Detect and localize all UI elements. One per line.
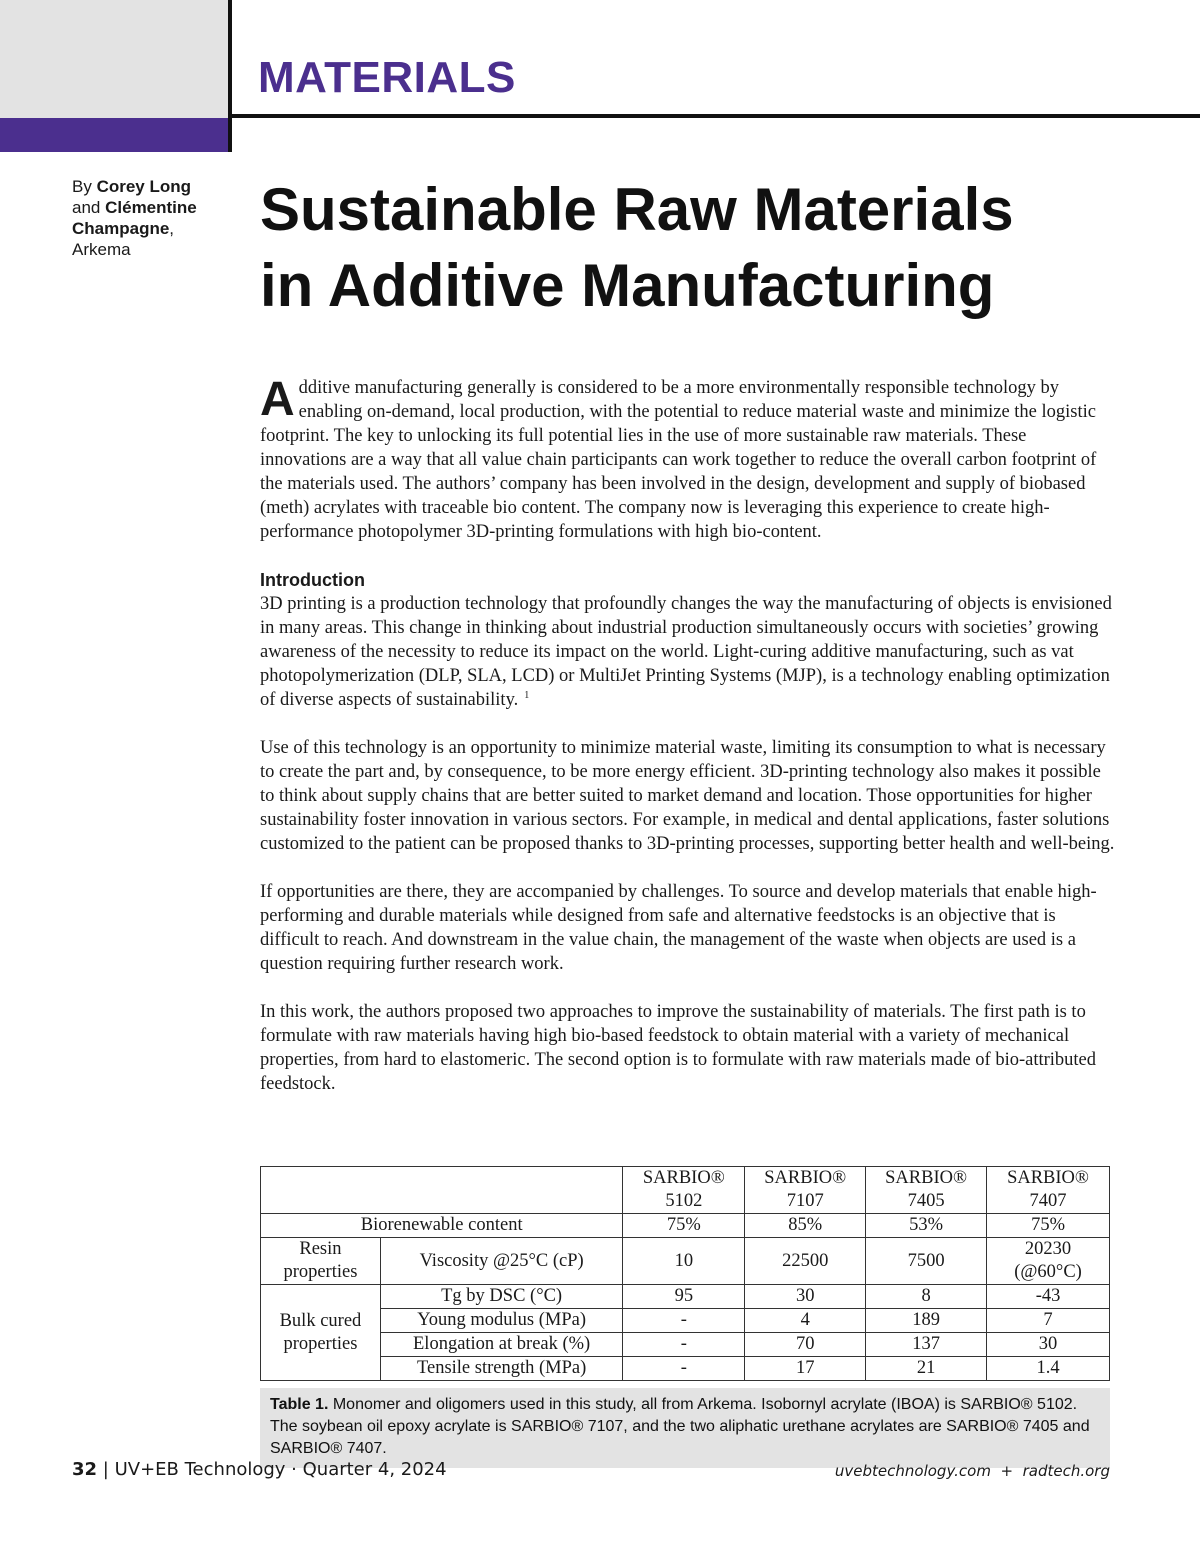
table-cell: 1.4 [987, 1357, 1110, 1381]
page-number: 32 [72, 1459, 98, 1480]
table-cell: 70 [745, 1333, 866, 1357]
group-label-line: Resin [299, 1239, 342, 1259]
row-label: Elongation at break (%) [380, 1333, 623, 1357]
table-cell: 30 [745, 1285, 866, 1309]
group-label-line: properties [283, 1333, 358, 1354]
group-label-line: Bulk cured [279, 1310, 362, 1331]
row-label: Young modulus (MPa) [380, 1309, 623, 1333]
table-header-cell [623, 1167, 745, 1214]
article-title [260, 172, 1160, 324]
header-code: 7405 [907, 1191, 945, 1211]
table-row-tensile [261, 1357, 1110, 1381]
table-cell: - [623, 1357, 745, 1381]
row-label: Viscosity @25°C (cP) [380, 1238, 623, 1285]
affiliation: Arkema [72, 240, 131, 259]
header-code: 5102 [665, 1191, 703, 1211]
table-cell: 22500 [745, 1238, 866, 1285]
footer-publication [72, 1458, 447, 1482]
paragraph-1-text: 3D printing is a production technology that profoundly changes the way the manufacturing of objects is envisioned in many areas. This change in thinking about industrial production simultaneously occurs with societies’ growing awareness of the necessity to reduce its impact on the world. Light-curing additive manufacturing, such as vat photopolymerization (DLP, SLA, LCD) or MultiJet Printing Systems (MJP), is a technology enabling optimization of diverse aspects of sustainability. [260, 594, 1112, 710]
table-cell: 8 [866, 1285, 987, 1309]
footer-separator: | [102, 1459, 109, 1480]
author-2-first: Clémentine [105, 198, 197, 217]
table-cell: 7500 [866, 1238, 987, 1285]
table-cell [987, 1238, 1110, 1285]
paragraph-3: If opportunities are there, they are accompanied by challenges. To source and develop materials that enable high-performing and durable materials while designed from safe and alternative feedstocks is an objective that is difficult to reach. And downstream in the value chain, the management of the waste when objects are used is a question requiring further research work. [260, 882, 1097, 974]
table-cell: 17 [745, 1357, 866, 1381]
table-cell: - [623, 1333, 745, 1357]
group-label-resin [261, 1238, 381, 1285]
table-cell: - [623, 1309, 745, 1333]
intro-paragraph [260, 373, 1116, 544]
table-cell: 75% [987, 1214, 1110, 1238]
author-2-last: Champagne [72, 219, 170, 238]
table-row-elongation [261, 1333, 1110, 1357]
title-line-1: Sustainable Raw Materials [260, 176, 1014, 243]
table-cell: 4 [745, 1309, 866, 1333]
cell-line: 20230 [1024, 1239, 1072, 1259]
header-name: SARBIO® [885, 1168, 968, 1188]
table-cell: 85% [745, 1214, 866, 1238]
drop-cap: A [260, 373, 295, 426]
table-header-cell [987, 1167, 1110, 1214]
header-accent-bar [0, 118, 228, 152]
table-cell: 95 [623, 1285, 745, 1309]
materials-table [260, 1166, 1110, 1381]
paragraph-1 [260, 592, 1116, 712]
table-cell: -43 [987, 1285, 1110, 1309]
title-line-2: in Additive Manufacturing [260, 252, 995, 319]
table-header-cell [866, 1167, 987, 1214]
table-cell: 53% [866, 1214, 987, 1238]
header-code: 7407 [1029, 1191, 1067, 1211]
byline-by: By [72, 177, 92, 196]
paragraph-2: Use of this technology is an opportunity to minimize material waste, limiting its consumption to what is necessary to create the part and, by consequence, to be more energy efficient. 3D-printing technology also makes it possible to think about supply chains that are better suited to market demand and location. Those opportunities for higher sustainability foster innovation in various sectors. For example, in medical and dental applications, faster solutions customized to the patient can be proposed thanks to 3D-printing processes, supporting better health and well-being. [260, 738, 1115, 854]
table-caption [260, 1388, 1110, 1468]
header-vertical-rule [228, 0, 232, 152]
header-name: SARBIO® [764, 1168, 847, 1188]
table-row-viscosity [261, 1238, 1110, 1285]
publication-name: UV+EB Technology · Quarter 4, 2024 [114, 1459, 447, 1480]
article-body [260, 373, 1116, 1120]
table-cell: 75% [623, 1214, 745, 1238]
header-code: 7107 [786, 1191, 824, 1211]
row-label: Tg by DSC (°C) [380, 1285, 623, 1309]
byline-and: and [72, 198, 101, 217]
header-name: SARBIO® [1007, 1168, 1089, 1188]
section-label: MATERIALS [258, 53, 516, 102]
table-row-tg [261, 1285, 1110, 1309]
author-1: Corey Long [96, 177, 192, 196]
table-header-cell [745, 1167, 866, 1214]
table-cell: 189 [866, 1309, 987, 1333]
paragraph-4: In this work, the authors proposed two approaches to improve the sustainability of materials. The first path is to formulate with raw materials having high bio-based feedstock to obtain material with a variety of mechanical properties, from hard to elastomeric. The second option is to formulate with raw materials made of bio-attributed feedstock. [260, 1002, 1097, 1094]
cell-line: (@60°C) [1014, 1262, 1082, 1282]
header-horizontal-rule [232, 114, 1200, 118]
header-gray-block [0, 0, 228, 118]
table-header-empty [261, 1167, 623, 1214]
byline-comma: , [169, 219, 175, 238]
row-label: Tensile strength (MPa) [380, 1357, 623, 1381]
table-cell: 30 [987, 1333, 1110, 1357]
reference-1: 1 [524, 689, 530, 701]
table-header-row [261, 1167, 1110, 1214]
footer-websites: uvebtechnology.com + radtech.org [834, 1462, 1110, 1480]
group-label-bulk [261, 1285, 381, 1381]
group-label-line: properties [283, 1262, 358, 1282]
subhead-introduction: Introduction [260, 570, 365, 590]
caption-label: Table 1. [270, 1396, 329, 1413]
table-row-biorenewable [261, 1214, 1110, 1238]
intro-text: dditive manufacturing generally is considered to be a more environmentally responsible technology by enabling on-demand, local production, with the potential to reduce material waste and minimize the logistic footprint. The key to unlocking its full potential lies in the use of more sustainable raw materials. These innovations are a way that all value chain participants can work together to reduce the overall carbon footprint of the materials used. The authors’ company has been involved in the design, development and supply of biobased (meth) acrylates with traceable bio content. The company now is leveraging this experience to create high-performance photopolymer 3D-printing formulations with high bio-content. [260, 378, 1097, 542]
header-name: SARBIO® [642, 1168, 725, 1188]
table-cell: 7 [987, 1309, 1110, 1333]
row-label: Biorenewable content [261, 1214, 623, 1238]
byline [72, 176, 222, 260]
table-cell: 137 [866, 1333, 987, 1357]
table-row-young [261, 1309, 1110, 1333]
caption-text: Monomer and oligomers used in this study, all from Arkema. Isobornyl acrylate (IBOA) is SARBIO® 5102. The soybean oil epoxy acrylate is SARBIO® 7107, and the two aliphatic urethane acrylates are SARBIO® 7405 and SARBIO® 7407. [270, 1396, 1090, 1457]
table-1 [260, 1166, 1110, 1381]
table-cell: 21 [866, 1357, 987, 1381]
table-cell: 10 [623, 1238, 745, 1285]
